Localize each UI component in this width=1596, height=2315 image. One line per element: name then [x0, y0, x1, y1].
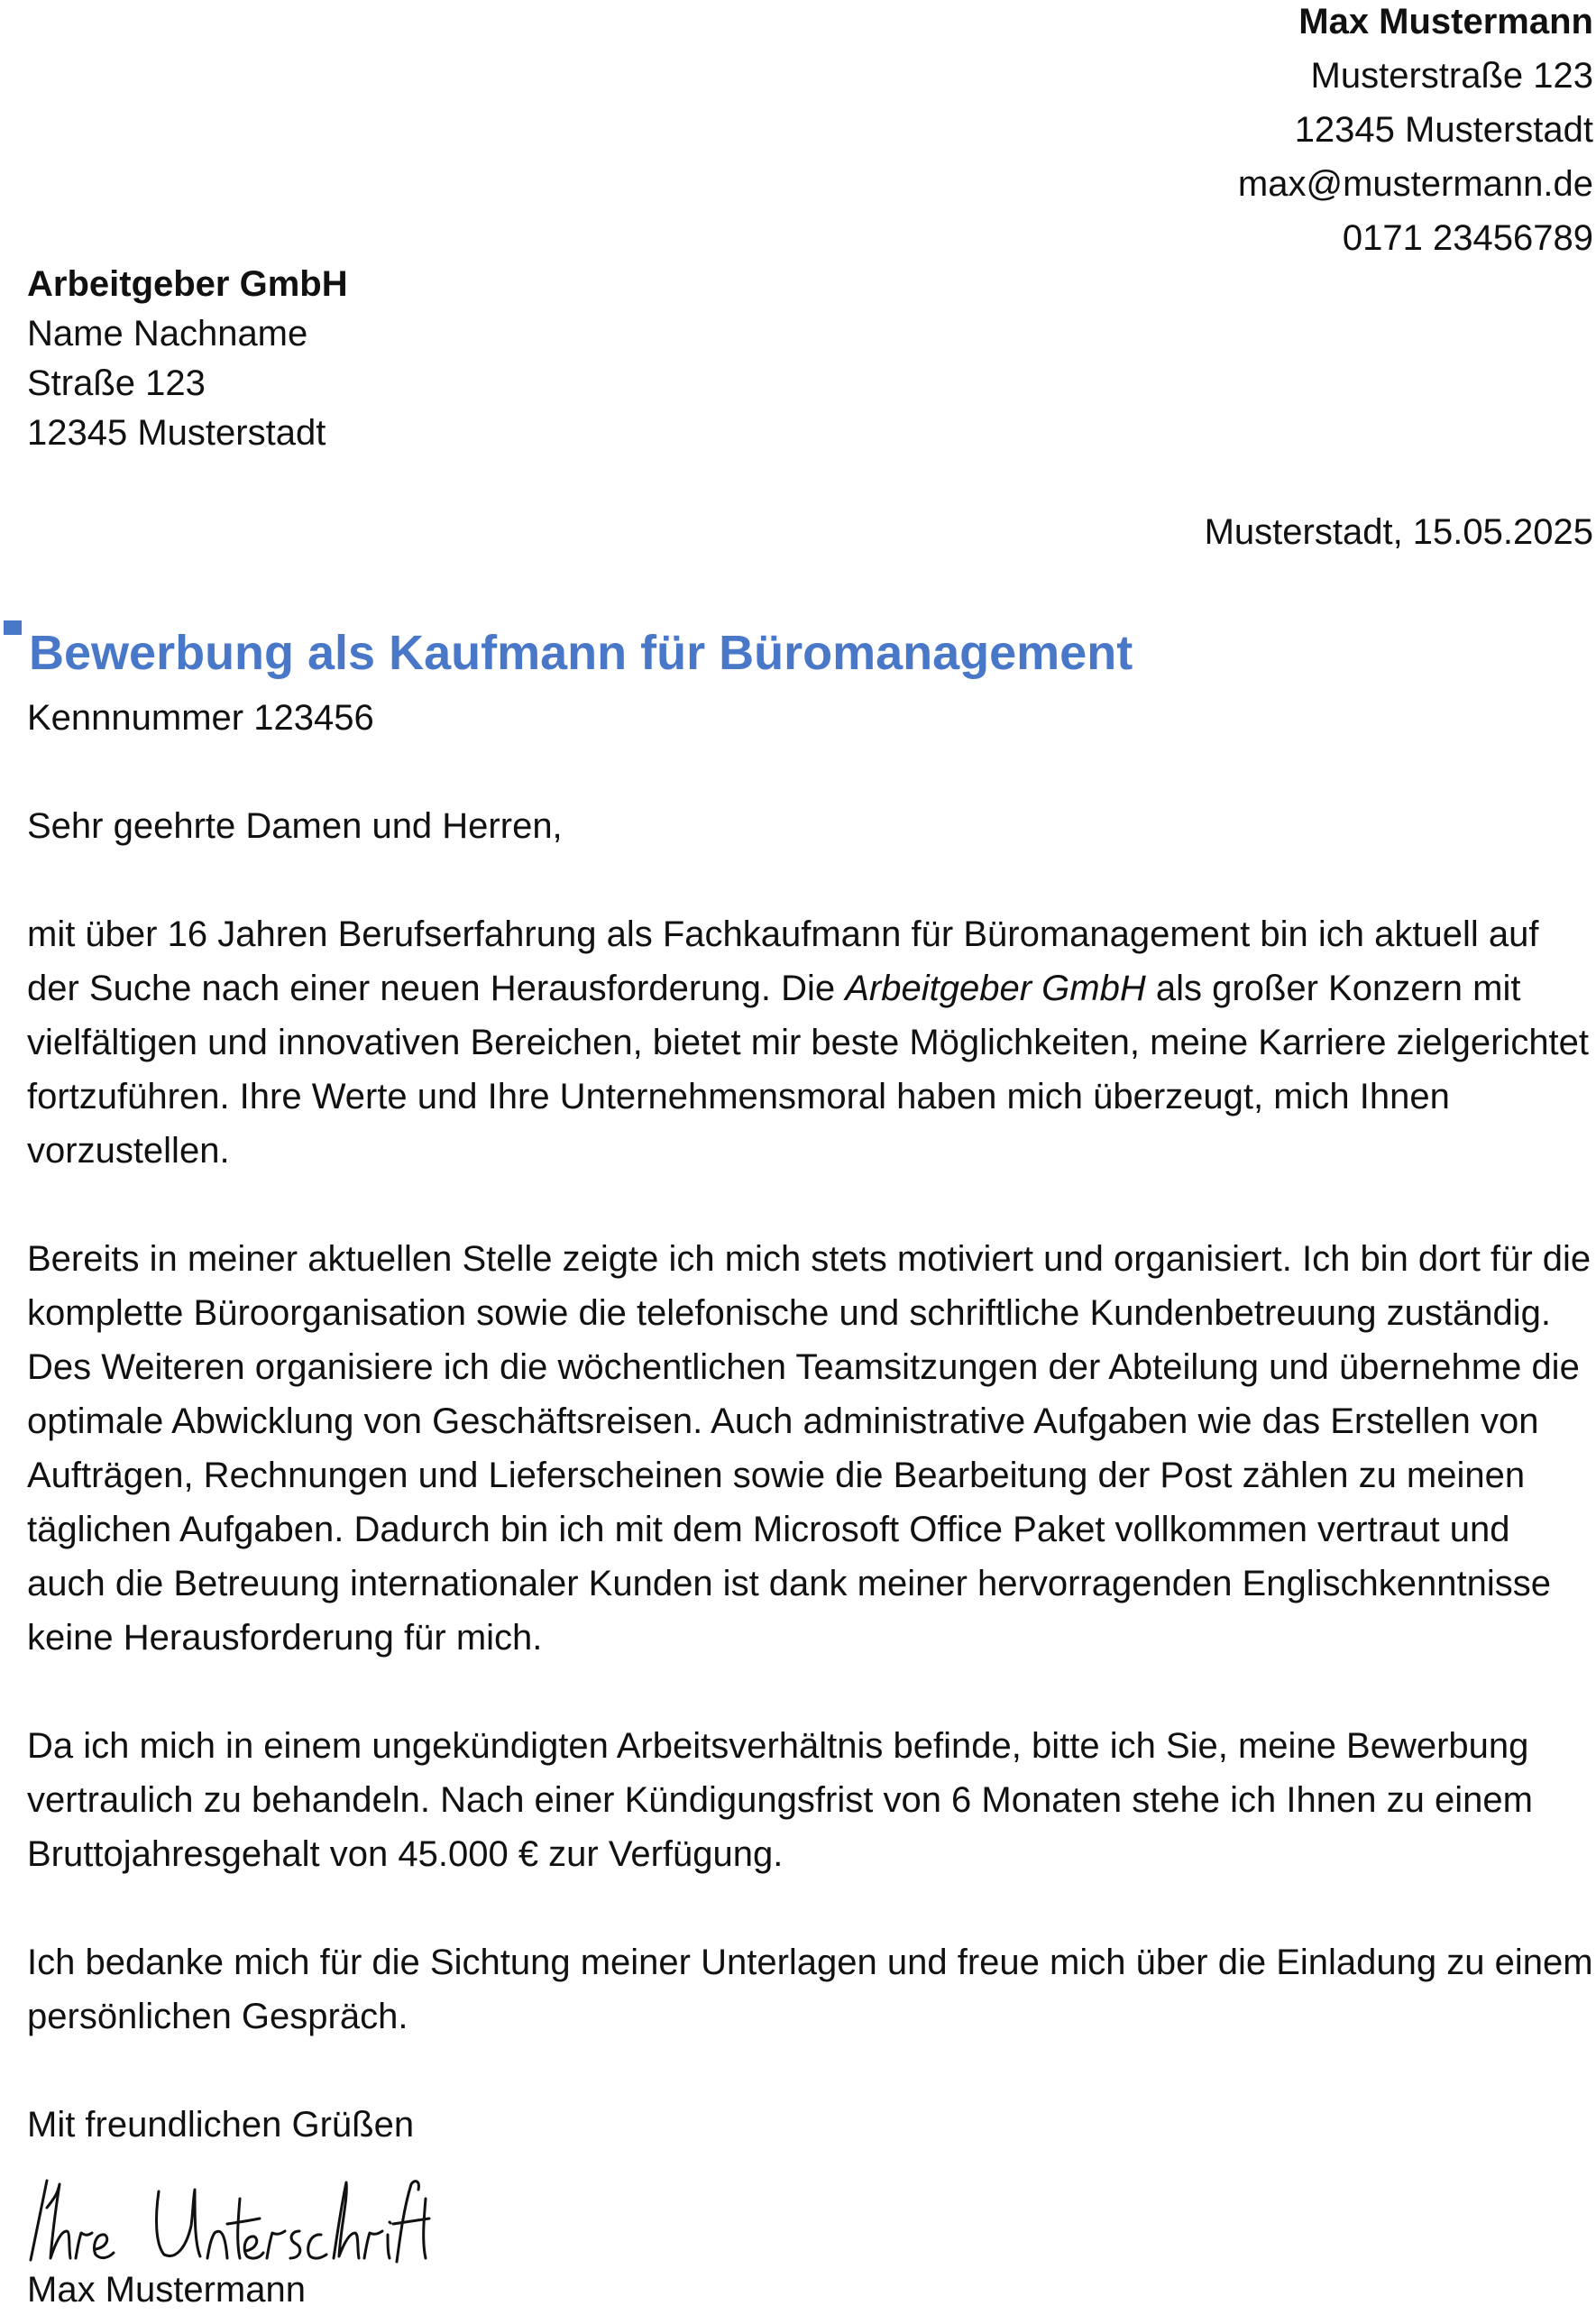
letter-body	[27, 799, 1596, 2152]
paragraph-intro-end: als großer Konzern mit vielfältigen und innovativen Bereichen, bietet mir beste Möglichkeiten, meine Karriere zielgerichtet fortzuführen. Ihre Werte und Ihre Unternehmensmoral haben mich überzeugt, mich Ihnen vorzustellen.	[27, 969, 1590, 1171]
heading-marker	[4, 620, 22, 635]
subject-heading: Bewerbung als Kaufmann für Büromanagement	[29, 626, 1133, 680]
recipient-street: Straße 123	[27, 363, 206, 403]
closing: Mit freundlichen Grüßen	[27, 2105, 415, 2145]
sender-phone: 0171 23456789	[1342, 218, 1593, 258]
paragraph-intro	[27, 907, 1596, 1178]
salutation: Sehr geehrte Damen und Herren,	[27, 806, 563, 846]
recipient-city: 12345 Musterstadt	[27, 413, 326, 453]
sender-name: Max Mustermann	[1298, 2, 1593, 41]
sender-city: 12345 Musterstadt	[1294, 110, 1593, 150]
paragraph-experience: Bereits in meiner aktuellen Stelle zeigte ich mich stets motiviert und organisiert. Ich bin dort für die komplette Büroorganisation sowie die telefonische und schriftliche Kundenbetreuung zuständig. Des Weiteren organisiere ich die wöchentlichen Teamsitzungen der Abteilung und übernehme die optimale Abwicklung von Geschäftsreisen. Auch administrative Aufgaben wie das Erstellen von Aufträgen, Rechnungen und Lieferscheinen sowie die Bearbeitung der Post zählen zu meinen täglichen Aufgaben. Dadurch bin ich mit dem Microsoft Office Paket vollkommen vertraut und auch die Betreuung internationaler Kunden ist dank meiner hervorragenden Englischkenntnisse keine Herausforderung für mich.	[27, 1239, 1591, 1658]
handwritten-signature	[23, 2172, 438, 2271]
signature-printed-name: Max Mustermann	[27, 2270, 306, 2310]
recipient-block	[27, 260, 348, 458]
sender-block	[1238, 0, 1593, 265]
recipient-contact: Name Nachname	[27, 314, 308, 354]
reference-number: Kennnummer 123456	[27, 698, 374, 738]
recipient-company: Arbeitgeber GmbH	[27, 264, 348, 304]
sender-street: Musterstraße 123	[1310, 56, 1593, 96]
paragraph-intro-start: mit über 16 Jahren Berufserfahrung als Fachkaufmann für Büromanagement bin ich aktuell auf der Suche nach einer neuen Herausforderung. Die	[27, 914, 1539, 1008]
company-name-italic: Arbeitgeber GmbH	[845, 969, 1146, 1008]
paragraph-availability: Da ich mich in einem ungekündigten Arbeitsverhältnis befinde, bitte ich Sie, meine Bewerbung vertraulich zu behandeln. Nach einer Kündigungsfrist von 6 Monaten stehe ich Ihnen zu einem Bruttojahresgehalt von 45.000 € zur Verfügung.	[27, 1726, 1533, 1874]
paragraph-thanks: Ich bedanke mich für die Sichtung meiner Unterlagen und freue mich über die Einladung zu einem persönlichen Gespräch.	[27, 1943, 1593, 2036]
sender-email: max@mustermann.de	[1237, 164, 1593, 204]
letter-date: Musterstadt, 15.05.2025	[1204, 512, 1593, 552]
